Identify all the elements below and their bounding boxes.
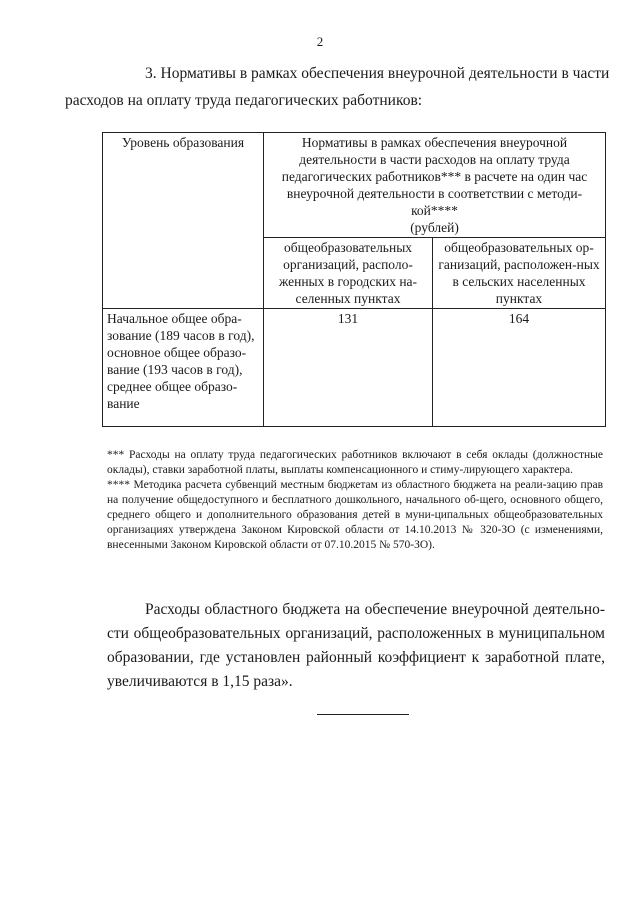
footnote-4-stars: **** Методика расчета субвенций местным бюджетам из областного бюджета на реали-зацию прав на получение общедоступного и бесплатного дошкольного, начального об-щего, основного общего, среднего общего и дополнительного образования детей в муни-ципальных общеобразовательных организациях утверждена Законом Кировской области от 14.10.2013 № 320-ЗО (с изменениями, внесенными Законом Кировской области от 07.10.2015 № 570-ЗО). xyxy=(107,479,603,551)
cell-level: Начальное общее обра-зование (189 часов в год), основное общее образо-вание (193 часов в год), среднее общее образо-вание xyxy=(103,309,264,427)
section-heading xyxy=(65,60,610,114)
footnote-3-stars: *** Расходы на оплату труда педагогических работников включают в себя оклады (должностные оклады), ставки заработной платы, выплаты компенсационного и стиму-лирующего характера. xyxy=(107,449,603,476)
cell-rural: 164 xyxy=(433,309,606,427)
header-norms-text: Нормативы в рамках обеспечения внеурочной деятельности в части расходов на оплату труда педагогических работников*** в расчете на один час внеурочной деятельности в соответствии с методи-кой**** xyxy=(281,135,588,218)
subheader-rural: общеобразовательных ор-ганизаций, расположен-ных в сельских населенных пунктах xyxy=(433,238,606,309)
heading-line-1: 3. Нормативы в рамках обеспечения внеурочной деятельности в части xyxy=(145,65,610,82)
table-header-row xyxy=(103,133,606,238)
footnotes xyxy=(107,448,603,553)
final-paragraph: Расходы областного бюджета на обеспечение внеурочной деятельно-сти общеобразовательных организаций, расположенных в муниципальном образовании, где установлен районный коэффициент к заработной плате, увеличиваются в 1,15 раза». xyxy=(107,601,605,690)
cell-urban: 131 xyxy=(264,309,433,427)
header-level: Уровень образования xyxy=(103,133,264,309)
heading-line-2: расходов на оплату труда педагогических работников: xyxy=(65,92,423,109)
end-divider xyxy=(317,714,409,715)
table-row xyxy=(103,309,606,427)
page-number: 2 xyxy=(316,34,324,49)
header-norms-unit: (рублей) xyxy=(410,220,459,235)
header-norms xyxy=(264,133,606,238)
norms-table xyxy=(102,132,606,427)
subheader-urban: общеобразовательных организаций, располо-женных в городских на-селенных пунктах xyxy=(264,238,433,309)
